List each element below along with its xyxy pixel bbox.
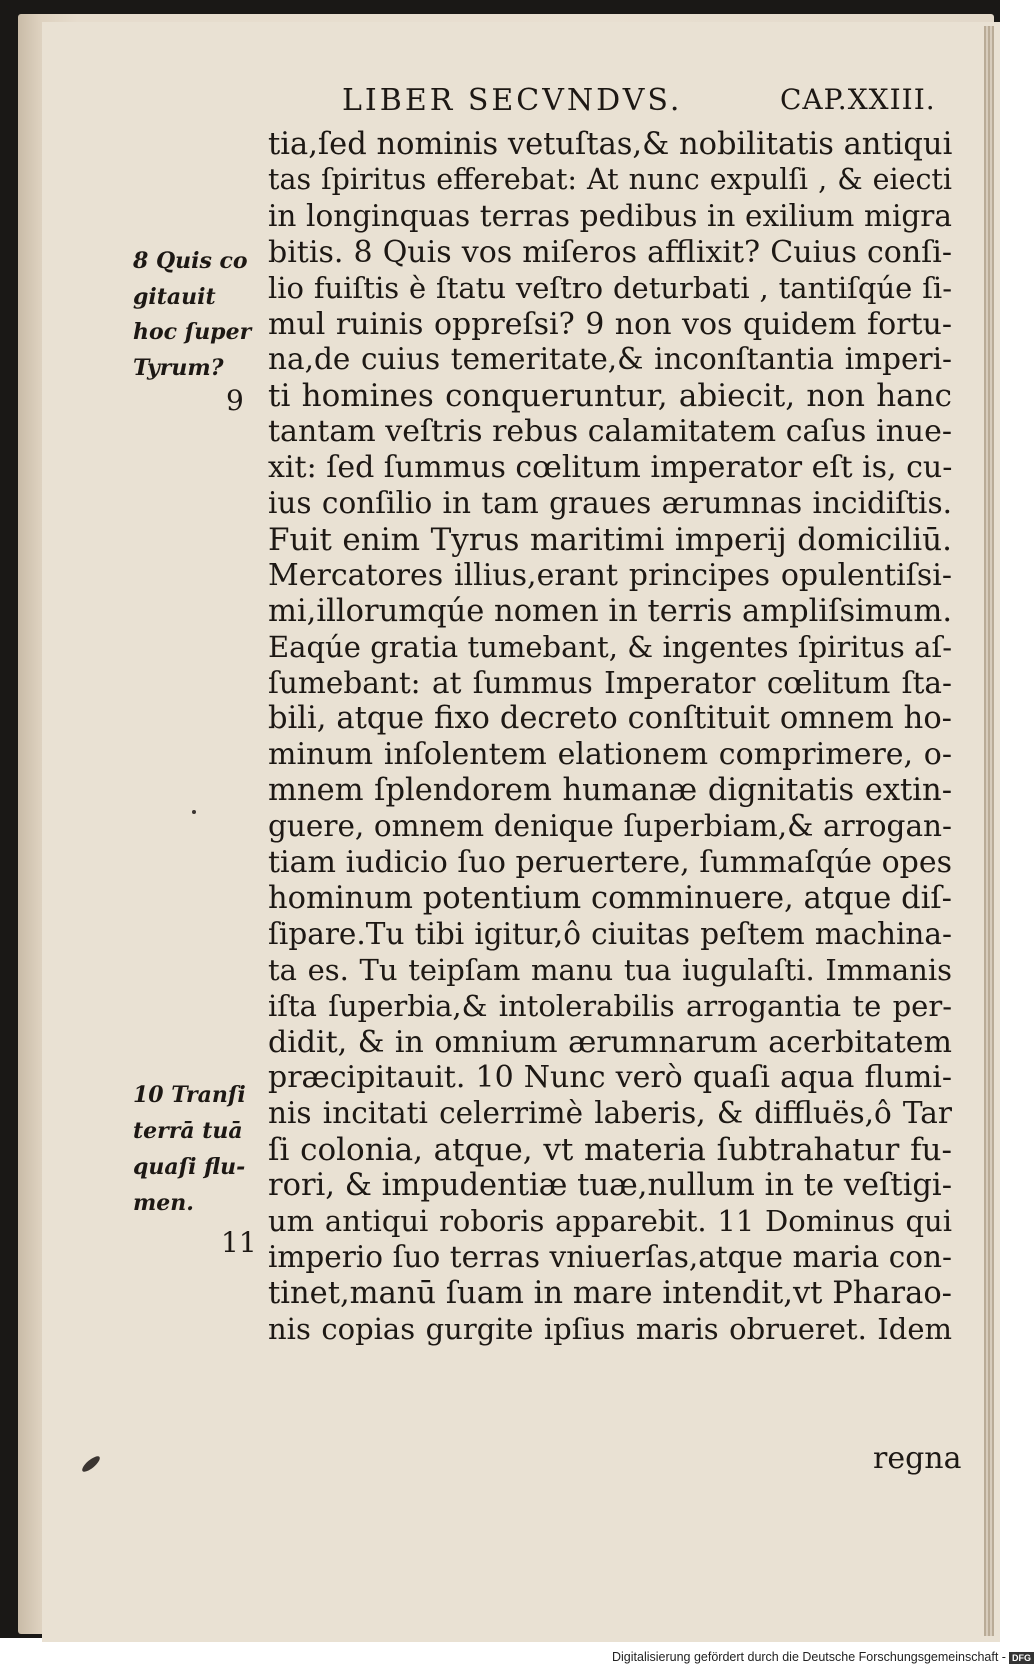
- dfg-logo: DFG: [1009, 1652, 1034, 1664]
- text-line: rori, & impudentiæ tuæ,nullum in te veſtigi-: [268, 1168, 952, 1204]
- text-line: ſi colonia, atque, vt materia ſubtrahatur fu-: [268, 1132, 952, 1169]
- text-line: bili, atque fixo decreto conſtituit omnem ho-: [268, 701, 952, 737]
- footer-text: Digitalisierung gefördert durch die Deutsche Forschungsgemeinschaft -: [612, 1650, 1006, 1664]
- text-line: tiam iudicio ſuo peruertere, ſummaſqúe opes: [268, 845, 952, 880]
- margin-note-8-line-3: hoc ſuper: [133, 319, 252, 345]
- text-line: ius conſilio in tam graues ærumnas incidiſtis.: [268, 486, 952, 520]
- text-line: ta es. Tu teipſam manu tua iugulaſti. Immanis: [268, 952, 952, 987]
- text-line: nis copias gurgite ipſius maris obrueret. Idem: [268, 1311, 952, 1346]
- text-line: tantam veſtris rebus calamitatem caſus inue-: [268, 414, 952, 450]
- text-line: tia,ſed nominis vetuſtas,& nobilitatis antiqui: [268, 127, 953, 162]
- running-head-chapter: CAP.XXIII.: [780, 83, 936, 116]
- text-line: mnem ſplendorem humanæ dignitatis extin-: [268, 773, 952, 809]
- margin-verse-11: 11: [221, 1226, 257, 1259]
- text-line: ti homines conqueruntur, abiecit, non hanc: [268, 378, 952, 415]
- text-line: xit: ſed ſummus cœlitum imperator eſt is, cu-: [268, 450, 953, 486]
- text-line: iſta ſuperbia,& intolerabilis arrogantia te per-: [268, 988, 952, 1023]
- text-line: na,de cuius temeritate,& inconſtantia imperi-: [268, 342, 952, 377]
- text-line: lio fuiſtis è ſtatu veſtro deturbati , tantiſqúe ſi-: [268, 270, 952, 305]
- text-line: ſipare.Tu tibi igitur,ô ciuitas peſtem machina-: [268, 916, 952, 951]
- text-line: tas ſpiritus efferebat: At nunc expulſi , & eiecti: [268, 162, 952, 196]
- text-line: in longinquas terras pedibus in exilium migra: [268, 198, 952, 233]
- margin-note-10-line-2: terrā tuā: [133, 1118, 243, 1144]
- text-line: Fuit enim Tyrus maritimi imperij domiciliū.: [268, 521, 952, 558]
- text-line: guere, omnem denique ſuperbiam,& arrogan-: [268, 809, 952, 844]
- catchword: regna: [873, 1441, 962, 1476]
- ink-dot: [192, 810, 196, 814]
- margin-verse-9: 9: [226, 384, 244, 417]
- margin-note-8-line-1: 8 Quis co: [133, 248, 248, 274]
- text-line: Eaqúe gratia tumebant, & ingentes ſpiritus aſ-: [268, 629, 952, 664]
- text-line: Mercatores illius,erant principes opulentiſsi-: [268, 557, 952, 593]
- page-edge: [984, 26, 994, 1636]
- margin-note-8-line-2: gitauit: [133, 284, 216, 310]
- margin-note-10-line-4: men.: [133, 1190, 194, 1216]
- text-line: tinet,manū ſuam in mare intendit,vt Pharao-: [268, 1275, 952, 1311]
- text-line: nis incitati celerrimè laberis, & diffluës,ô Tar: [268, 1096, 952, 1131]
- running-head-title: LIBER SECVNDVS.: [342, 83, 683, 118]
- text-line: um antiqui roboris apparebit. 11 Dominus qui: [268, 1204, 952, 1238]
- margin-note-8-line-4: Tyrum?: [133, 355, 224, 381]
- margin-note-10-line-3: quaſi flu-: [133, 1154, 246, 1180]
- digitization-footer: [612, 1650, 1034, 1664]
- text-line: mul ruinis oppreſsi? 9 non vos quidem fortu-: [268, 306, 952, 342]
- text-line: minum inſolentem elationem comprimere, o-: [268, 737, 952, 773]
- text-line: bitis. 8 Quis vos miſeros afflixit? Cuius conſi-: [268, 234, 952, 270]
- text-line: præcipitauit. 10 Nunc verò quaſi aqua flumi-: [268, 1060, 952, 1096]
- margin-note-10-line-1: 10 Tranſi: [133, 1082, 246, 1108]
- text-line: imperio ſuo terras vniuerſas,atque maria con-: [268, 1239, 952, 1274]
- body-text: [268, 0, 952, 1676]
- text-line: mi,illorumqúe nomen in terris ampliſsimum.: [268, 593, 953, 629]
- text-line: ſumebant: at ſummus Imperator cœlitum ſta-: [268, 665, 952, 700]
- text-line: hominum potentium comminuere, atque diſ-: [268, 880, 952, 916]
- text-line: didit, & in omnium ærumnarum acerbitatem: [268, 1024, 952, 1060]
